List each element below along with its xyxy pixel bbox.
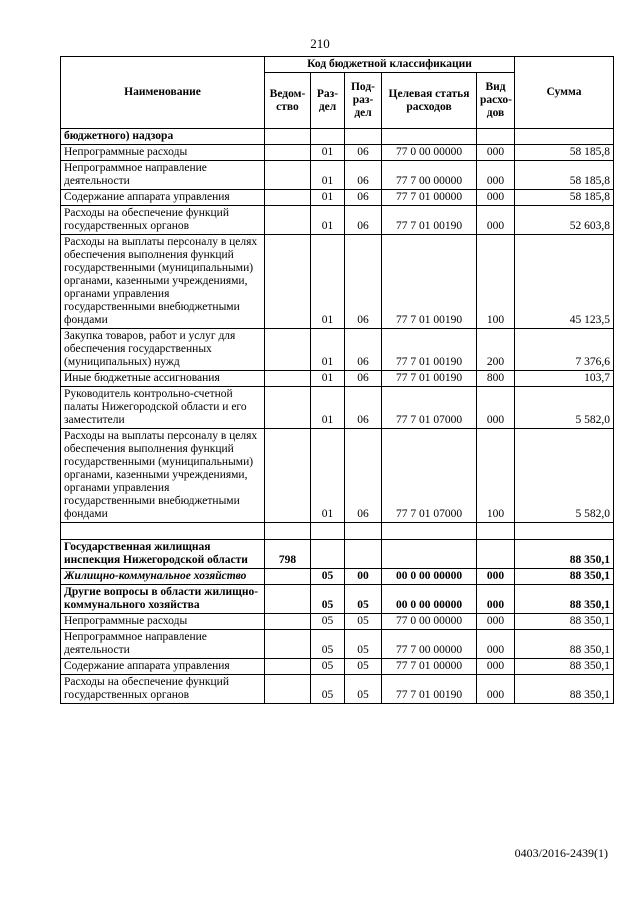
cell-expense-type: 000 [477,659,515,675]
cell-podrazdel: 06 [345,190,382,206]
cell-target-article [382,540,477,569]
header-razdel: Раз-дел [311,73,345,129]
cell-sum: 58 185,8 [515,145,614,161]
cell-podrazdel: 06 [345,329,382,371]
table-row [61,540,614,569]
cell-razdel: 01 [311,206,345,235]
table-row [61,659,614,675]
cell-podrazdel: 05 [345,630,382,659]
cell-name: Расходы на выплаты персоналу в целях обеспечения выполнения функций государственными (муниципальными) органами, казенными учреждениями, органами управления государственными внебюджетными фондами [61,429,265,523]
cell-sum: 52 603,8 [515,206,614,235]
cell-sum [515,129,614,145]
table-row [61,161,614,190]
table-row [61,235,614,329]
cell-razdel: 01 [311,190,345,206]
cell-vedomstvo [265,630,311,659]
cell-expense-type: 000 [477,206,515,235]
cell-target-article: 00 0 00 00000 [382,585,477,614]
cell-expense-type: 000 [477,614,515,630]
cell-sum: 58 185,8 [515,190,614,206]
cell-sum: 7 376,6 [515,329,614,371]
cell-vedomstvo [265,429,311,523]
cell-podrazdel: 06 [345,145,382,161]
table-row [61,569,614,585]
cell-razdel: 05 [311,614,345,630]
cell-expense-type: 800 [477,371,515,387]
page-number: 210 [310,36,330,51]
cell-podrazdel [345,540,382,569]
cell-target-article: 77 0 00 00000 [382,145,477,161]
cell-target-article: 77 7 00 00000 [382,630,477,659]
cell-sum: 88 350,1 [515,585,614,614]
cell-podrazdel [345,523,382,540]
table-row [61,614,614,630]
cell-expense-type: 100 [477,429,515,523]
cell-podrazdel: 06 [345,371,382,387]
cell-razdel: 01 [311,161,345,190]
cell-vedomstvo [265,145,311,161]
cell-razdel: 01 [311,145,345,161]
cell-vedomstvo [265,206,311,235]
cell-expense-type: 000 [477,569,515,585]
cell-target-article: 77 7 01 00190 [382,235,477,329]
cell-target-article [382,129,477,145]
cell-name: Содержание аппарата управления [61,659,265,675]
cell-name: Жилищно-коммунальное хозяйство [61,569,265,585]
cell-vedomstvo [265,387,311,429]
cell-target-article: 77 7 01 00000 [382,659,477,675]
header-vedomstvo: Ведом-ство [265,73,311,129]
cell-sum: 5 582,0 [515,429,614,523]
document-code: 0403/2016-2439(1) [514,846,608,860]
table-row [61,190,614,206]
cell-razdel: 01 [311,329,345,371]
cell-podrazdel: 06 [345,161,382,190]
cell-target-article: 00 0 00 00000 [382,569,477,585]
table-row [61,675,614,704]
cell-sum: 45 123,5 [515,235,614,329]
cell-vedomstvo [265,161,311,190]
cell-podrazdel: 06 [345,387,382,429]
cell-expense-type: 000 [477,675,515,704]
cell-podrazdel: 05 [345,659,382,675]
cell-razdel [311,129,345,145]
cell-podrazdel: 00 [345,569,382,585]
cell-expense-type: 000 [477,145,515,161]
cell-name: Иные бюджетные ассигнования [61,371,265,387]
cell-vedomstvo [265,569,311,585]
cell-vedomstvo [265,129,311,145]
table-row [61,585,614,614]
cell-target-article: 77 7 01 00190 [382,329,477,371]
cell-name: Государственная жилищная инспекция Нижегородской области [61,540,265,569]
cell-expense-type: 100 [477,235,515,329]
cell-podrazdel: 06 [345,235,382,329]
cell-podrazdel: 05 [345,585,382,614]
cell-podrazdel: 06 [345,206,382,235]
cell-razdel [311,523,345,540]
table-row [61,523,614,540]
cell-razdel: 05 [311,585,345,614]
cell-razdel: 05 [311,569,345,585]
cell-name: Расходы на обеспечение функций государственных органов [61,675,265,704]
cell-razdel: 05 [311,675,345,704]
cell-razdel: 01 [311,429,345,523]
cell-razdel: 01 [311,387,345,429]
cell-podrazdel [345,129,382,145]
cell-target-article: 77 7 01 00000 [382,190,477,206]
header-name: Наименование [61,57,265,129]
cell-name: Закупка товаров, работ и услуг для обеспечения государственных (муниципальных) нужд [61,329,265,371]
cell-podrazdel: 06 [345,429,382,523]
cell-vedomstvo [265,585,311,614]
cell-expense-type: 000 [477,190,515,206]
cell-target-article: 77 7 00 00000 [382,161,477,190]
cell-expense-type: 000 [477,161,515,190]
cell-vedomstvo [265,329,311,371]
cell-name: Другие вопросы в области жилищно-коммунального хозяйства [61,585,265,614]
cell-razdel: 01 [311,371,345,387]
table-row [61,630,614,659]
cell-vedomstvo [265,675,311,704]
cell-vedomstvo [265,523,311,540]
table-row [61,371,614,387]
cell-target-article: 77 7 01 07000 [382,387,477,429]
cell-vedomstvo [265,190,311,206]
cell-expense-type [477,540,515,569]
cell-name: Непрограммные расходы [61,145,265,161]
table-row [61,329,614,371]
budget-table [60,56,614,704]
header-target-article: Целевая статья расходов [382,73,477,129]
cell-name: Содержание аппарата управления [61,190,265,206]
cell-sum [515,523,614,540]
cell-razdel [311,540,345,569]
cell-sum: 88 350,1 [515,675,614,704]
cell-sum: 88 350,1 [515,659,614,675]
cell-sum: 88 350,1 [515,540,614,569]
table-row [61,145,614,161]
cell-vedomstvo [265,371,311,387]
cell-sum: 88 350,1 [515,614,614,630]
cell-target-article: 77 7 01 00190 [382,371,477,387]
cell-vedomstvo [265,659,311,675]
table-row [61,206,614,235]
cell-sum: 103,7 [515,371,614,387]
cell-expense-type: 200 [477,329,515,371]
cell-name: Расходы на выплаты персоналу в целях обеспечения выполнения функций государственными (муниципальными) органами, казенными учреждениями, органами управления государственными внебюджетными фондами [61,235,265,329]
header-podrazdel: Под-раз-дел [345,73,382,129]
cell-target-article: 77 7 01 00190 [382,206,477,235]
cell-target-article [382,523,477,540]
table-row [61,429,614,523]
cell-razdel: 05 [311,630,345,659]
cell-razdel: 05 [311,659,345,675]
cell-name: Расходы на обеспечение функций государственных органов [61,206,265,235]
cell-podrazdel: 05 [345,675,382,704]
cell-expense-type [477,129,515,145]
cell-expense-type: 000 [477,630,515,659]
cell-sum: 5 582,0 [515,387,614,429]
cell-expense-type [477,523,515,540]
cell-sum: 88 350,1 [515,630,614,659]
cell-target-article: 77 0 00 00000 [382,614,477,630]
cell-target-article: 77 7 01 00190 [382,675,477,704]
header-sum: Сумма [515,57,614,129]
cell-expense-type: 000 [477,585,515,614]
cell-sum: 58 185,8 [515,161,614,190]
cell-name: Непрограммное направление деятельности [61,161,265,190]
cell-name [61,523,265,540]
cell-vedomstvo: 798 [265,540,311,569]
header-classification-group: Код бюджетной классификации [265,57,515,73]
cell-name: бюджетного) надзора [61,129,265,145]
cell-sum: 88 350,1 [515,569,614,585]
cell-target-article: 77 7 01 07000 [382,429,477,523]
cell-expense-type: 000 [477,387,515,429]
table-body [61,129,614,704]
cell-podrazdel: 05 [345,614,382,630]
cell-razdel: 01 [311,235,345,329]
cell-vedomstvo [265,614,311,630]
cell-name: Непрограммное направление деятельности [61,630,265,659]
table-row [61,129,614,145]
header-expense-type: Вид расхо-дов [477,73,515,129]
table-row [61,387,614,429]
cell-name: Непрограммные расходы [61,614,265,630]
cell-vedomstvo [265,235,311,329]
cell-name: Руководитель контрольно-счетной палаты Нижегородской области и его заместители [61,387,265,429]
